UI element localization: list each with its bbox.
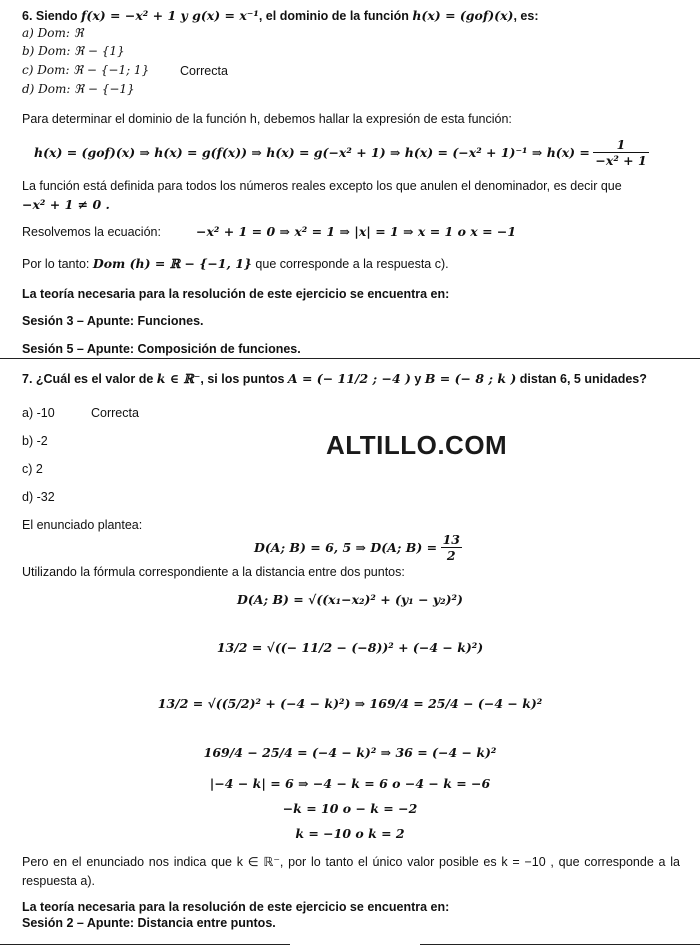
q6-theory-title: La teoría necesaria para la resolución de este ejercicio se encuentra en:: [22, 287, 450, 301]
q6-paragraph-3-math: −x² + 1 = 0 ⇒ x² = 1 ⇒ |x| = 1 ⇒ x = 1 o x = −1: [196, 224, 517, 239]
q6-eq1-den: −x² + 1: [595, 153, 647, 168]
q7-title-mid: , si los puntos: [200, 372, 288, 386]
q7-eq1-den: 2: [446, 548, 456, 563]
q7-title-math2: A = (− 11/2 ; −4 ): [287, 371, 411, 386]
q7-equation-5: 169/4 − 25/4 = (−4 − k)² ⇒ 36 = (−4 − k)²: [203, 745, 497, 760]
q6-option-b: b) Dom: ℜ − {1}: [22, 44, 125, 58]
q7-theory-title: La teoría necesaria para la resolución de este ejercicio se encuentra en:: [22, 900, 450, 914]
q7-correct-label: Correcta: [91, 406, 139, 420]
q7-title: [22, 371, 647, 386]
q7-paragraph-1: El enunciado plantea:: [22, 518, 143, 532]
q6-reference-2: Sesión 5 – Apunte: Composición de funciones.: [22, 342, 301, 356]
q6-option-c: c) Dom: ℜ − {−1; 1}: [22, 63, 150, 77]
q7-equation-2: D(A; B) = √((x₁−x₂)² + (y₁ − y₂)²): [237, 592, 463, 607]
q7-option-b: b) -2: [22, 434, 48, 448]
q6-p4-prefix: Por lo tanto:: [22, 257, 93, 271]
q7-eq1-fraction: [441, 532, 462, 563]
q6-paragraph-2: La función está definida para todos los números reales excepto los que anulen el denominador, es decir que: [22, 179, 622, 193]
q7-title-prefix: 7. ¿Cuál es el valor de: [22, 372, 157, 386]
q6-title-math2: h(x) = (gof)(x): [412, 8, 514, 23]
q7-paragraph-2: Utilizando la fórmula correspondiente a la distancia entre dos puntos:: [22, 565, 405, 579]
footer-rule-right: [420, 944, 700, 945]
q6-equation-1: [34, 137, 649, 168]
watermark-logo: ALTILLO.COM: [326, 430, 508, 460]
q7-equation-7: −k = 10 o − k = −2: [282, 801, 418, 816]
q6-eq1-num: 1: [593, 137, 648, 153]
q7-equation-3: 13/2 = √((− 11/2 − (−8))² + (−4 − k)²): [216, 640, 484, 655]
q7-option-a: a) -10: [22, 406, 55, 420]
q6-eq1-text: h(x) = (gof)(x) ⇒ h(x) = g(f(x)) ⇒ h(x) = g(−x² + 1) ⇒ h(x) = (−x² + 1)⁻¹ ⇒ h(x) =: [34, 145, 590, 160]
q6-option-a: a) Dom: ℜ: [22, 26, 84, 40]
q6-title-math: f(x) = −x² + 1 y g(x) = x⁻¹: [81, 8, 259, 23]
q6-paragraph-1: Para determinar el dominio de la función h, debemos hallar la expresión de esta función:: [22, 112, 512, 126]
q6-title: [22, 8, 538, 23]
q6-title-suffix: , el dominio de la función: [258, 9, 413, 23]
q7-equation-1: [254, 532, 462, 563]
q7-title-end: distan 6, 5 unidades?: [516, 372, 647, 386]
q6-title-end: , es:: [513, 9, 539, 23]
q6-correct-label: Correcta: [180, 64, 228, 78]
footer-rule-left: [0, 944, 290, 945]
q7-title-math: k ∈ ℝ⁻: [156, 371, 201, 386]
q6-reference-1: Sesión 3 – Apunte: Funciones.: [22, 314, 204, 328]
q6-p4-suffix: que corresponde a la respuesta c).: [251, 257, 449, 271]
q7-equation-6: |−4 − k| = 6 ⇒ −4 − k = 6 o −4 − k = −6: [209, 776, 491, 791]
q7-conclusion: Pero en el enunciado nos indica que k ∈ ℝ⁻, por lo tanto el único valor posible es k = −10 , que corresponde a la respuesta a).: [22, 855, 680, 888]
q6-eq1-fraction: [593, 137, 648, 168]
q7-title-and: y: [410, 372, 425, 386]
q6-paragraph-3: Resolvemos la ecuación:: [22, 225, 161, 239]
q7-option-d: d) -32: [22, 490, 55, 504]
section-divider: [0, 358, 700, 359]
q6-paragraph-2-math: −x² + 1 ≠ 0 .: [22, 197, 110, 212]
q6-option-d: d) Dom: ℜ − {−1}: [22, 82, 135, 96]
q6-p4-math: Dom (h) = ℝ − {−1, 1}: [92, 256, 252, 271]
q6-paragraph-4: [22, 256, 449, 271]
q7-equation-4: 13/2 = √((5/2)² + (−4 − k)²) ⇒ 169/4 = 25/4 − (−4 − k)²: [157, 696, 543, 711]
q7-reference-1: Sesión 2 – Apunte: Distancia entre puntos.: [22, 916, 276, 930]
q7-eq1-text: D(A; B) = 6, 5 ⇒ D(A; B) =: [254, 540, 438, 555]
q7-equation-8: k = −10 o k = 2: [295, 826, 405, 841]
q6-title-prefix: 6. Siendo: [22, 9, 82, 23]
q7-option-c: c) 2: [22, 462, 43, 476]
q7-eq1-num: 13: [442, 532, 460, 547]
q7-title-math3: B = (− 8 ; k ): [424, 371, 517, 386]
